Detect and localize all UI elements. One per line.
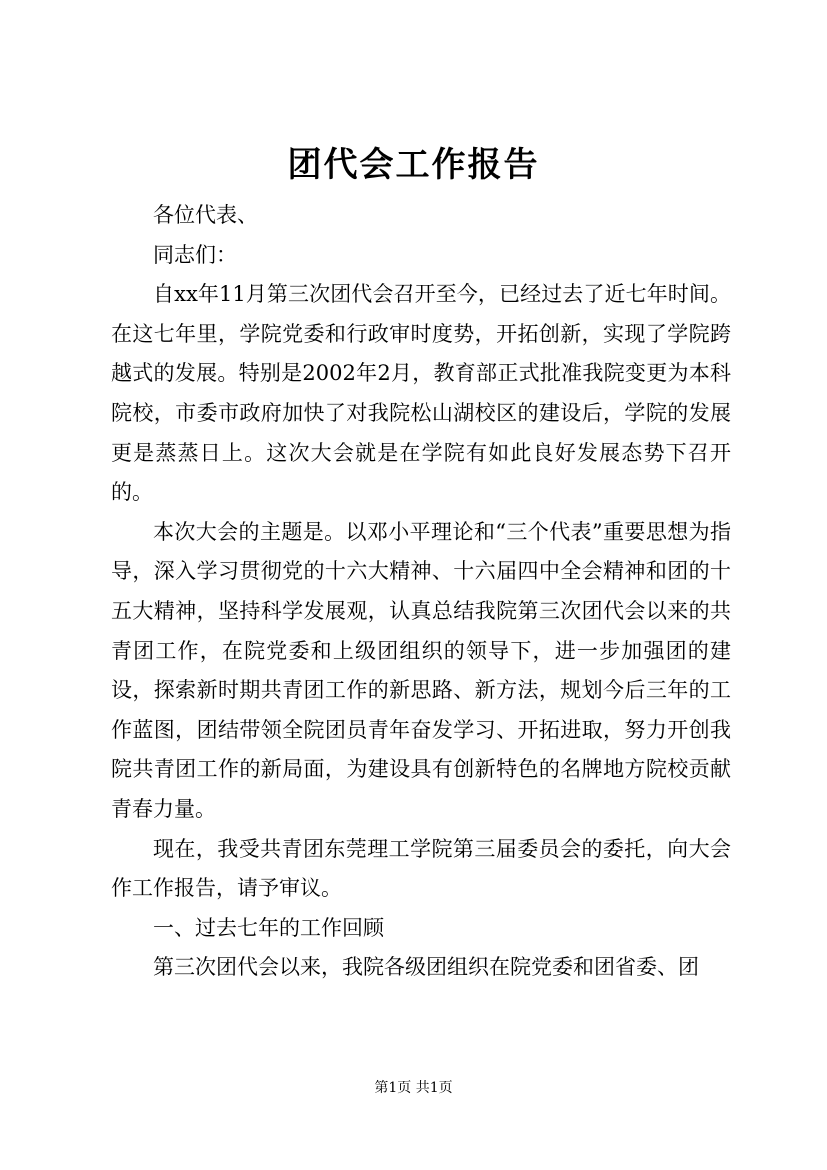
section-heading-review: 一、过去七年的工作回顾 (153, 915, 384, 940)
paragraph-history: 自xx年11月第三次团代会召开至今，已经过去了近七年时间。在这七年里，学院党委和行政审时度势，开拓创新，实现了学院跨越式的发展。特别是2002年2月，教育部正式批准我院变更为本科院校，市委市政府加快了对我院松山湖校区的建设后，学院的发展更是蒸蒸日上。这次大会就是在学院有如此良好发展态势下召开的。 (111, 282, 731, 505)
salutation-representatives: 各位代表、 (153, 203, 258, 227)
paragraph-review-start: 第三次团代会以来，我院各级团组织在院党委和团省委、团 (153, 955, 699, 980)
paragraph-theme: 本次大会的主题是。以邓小平理论和“三个代表”重要思想为指导，深入学习贯彻党的十六大精神、十六届四中全会精神和团的十五大精神，坚持科学发展观，认真总结我院第三次团代会以来的共青团工作，在院党委和上级团组织的领导下，进一步加强团的建设，探索新时期共青团工作的新思路、新方法，规划今后三年的工作蓝图，团结带领全院团员青年奋发学习、开拓进取，努力开创我院共青团工作的新局面，为建设具有创新特色的名牌地方院校贡献青春力量。 (111, 519, 731, 821)
paragraph-entrusted: 现在，我受共青团东莞理工学院第三届委员会的委托，向大会作工作报告，请予审议。 (111, 836, 731, 901)
document-body (111, 196, 731, 988)
page-footer: 第1页 共1页 (374, 1080, 453, 1096)
salutation-comrades: 同志们： (153, 242, 237, 267)
document-title: 团代会工作报告 (287, 145, 540, 185)
